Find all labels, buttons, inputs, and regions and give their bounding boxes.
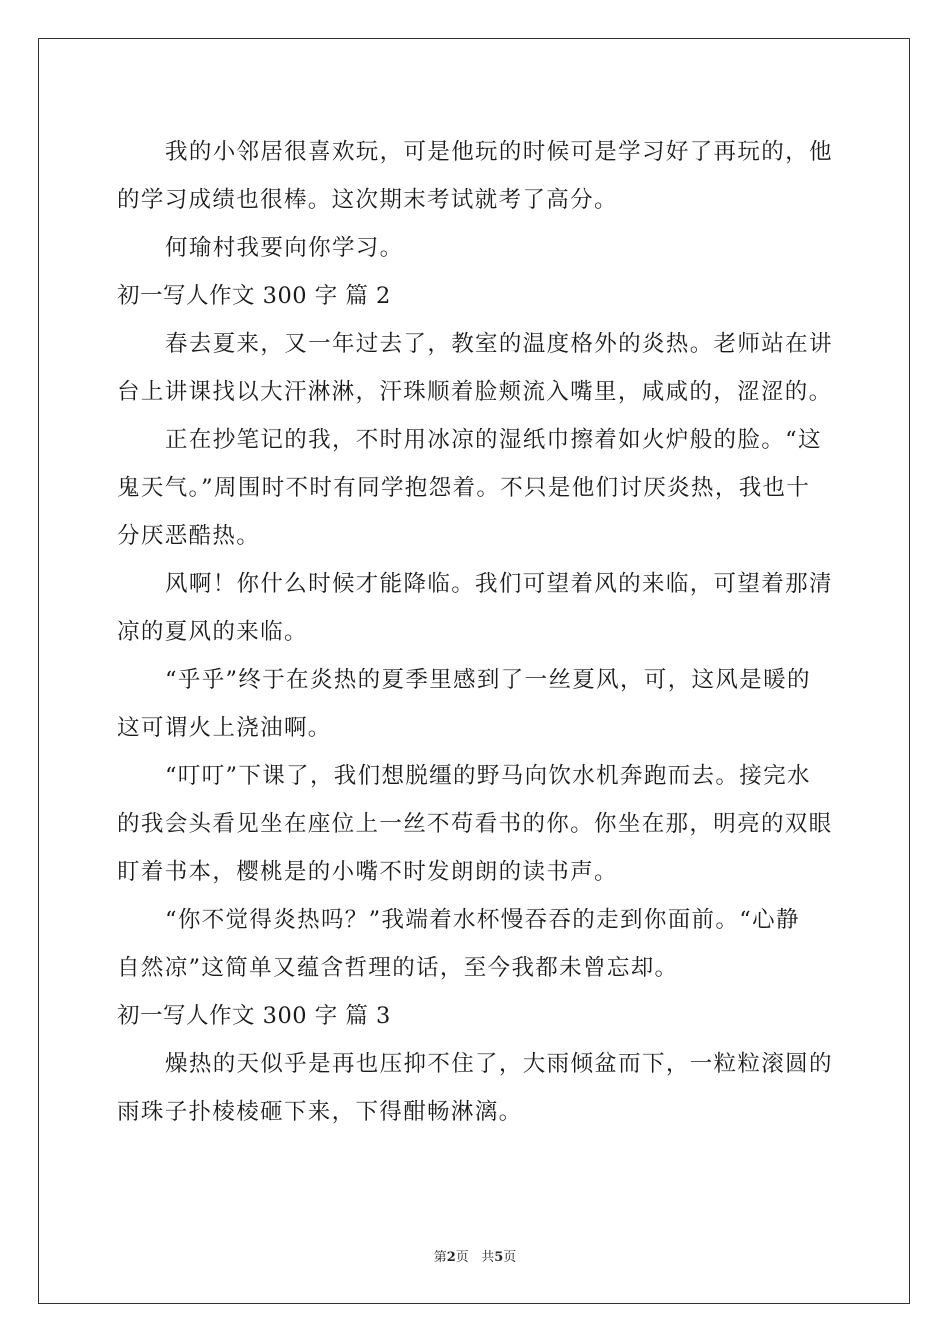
current-page-number: 2 [446, 1250, 456, 1265]
paragraph-line: 我的小邻居很喜欢玩，可是他玩的时候可是学习好了再玩的，他 [165, 139, 833, 165]
paragraph-line: “你不觉得炎热吗？”我端着水杯慢吞吞的走到你面前。“心静 [165, 907, 800, 933]
paragraph-line: 盯着书本，樱桃是的小嘴不时发朗朗的读书声。 [117, 859, 618, 885]
paragraph-line: 分厌恶酷热。 [117, 523, 261, 549]
paragraph-line: 雨珠子扑棱棱砸下来，下得酣畅淋漓。 [117, 1099, 523, 1125]
paragraph-line: 自然凉”这简单又蕴含哲理的话，至今我都未曾忘却。 [117, 955, 679, 981]
paragraph-line: “乎乎”终于在炎热的夏季里感到了一丝夏风，可，这风是暖的 [165, 667, 811, 693]
total-page-count: 5 [494, 1250, 504, 1265]
page-footer [0, 1246, 950, 1265]
total-prefix: 共 [481, 1250, 495, 1265]
paragraph-line: 春去夏来，又一年过去了，教室的温度格外的炎热。老师站在讲 [165, 331, 833, 357]
section-heading: 初一写人作文 300 字 篇 3 [117, 1003, 391, 1029]
section-heading: 初一写人作文 300 字 篇 2 [117, 283, 391, 309]
paragraph-line: 正在抄笔记的我，不时用冰凉的湿纸巾擦着如火炉般的脸。“这 [165, 427, 822, 453]
total-suffix: 页 [503, 1250, 517, 1265]
paragraph-line: 的我会头看见坐在座位上一丝不苟看书的你。你坐在那，明亮的双眼 [117, 811, 833, 837]
paragraph-line: 风啊！你什么时候才能降临。我们可望着风的来临，可望着那清 [165, 571, 833, 597]
paragraph-line: 台上讲课找以大汗淋淋，汗珠顺着脸颊流入嘴里，咸咸的，涩涩的。 [117, 379, 833, 405]
paragraph-line: 凉的夏风的来临。 [117, 619, 308, 645]
paragraph-line: 何瑜村我要向你学习。 [165, 235, 404, 261]
paragraph-line: 的学习成绩也很棒。这次期末考试就考了高分。 [117, 187, 618, 213]
paragraph-line: 这可谓火上浇油啊。 [117, 715, 332, 741]
document-body [117, 128, 833, 1136]
page-suffix: 页 [455, 1250, 469, 1265]
page-prefix: 第 [433, 1250, 447, 1265]
paragraph-line: 燥热的天似乎是再也压抑不住了，大雨倾盆而下，一粒粒滚圆的 [165, 1051, 833, 1077]
paragraph-line: “叮叮”下课了，我们想脱缰的野马向饮水机奔跑而去。接完水 [165, 763, 811, 789]
paragraph-line: 鬼天气。”周围时不时有同学抱怨着。不只是他们讨厌炎热，我也十 [117, 475, 811, 501]
